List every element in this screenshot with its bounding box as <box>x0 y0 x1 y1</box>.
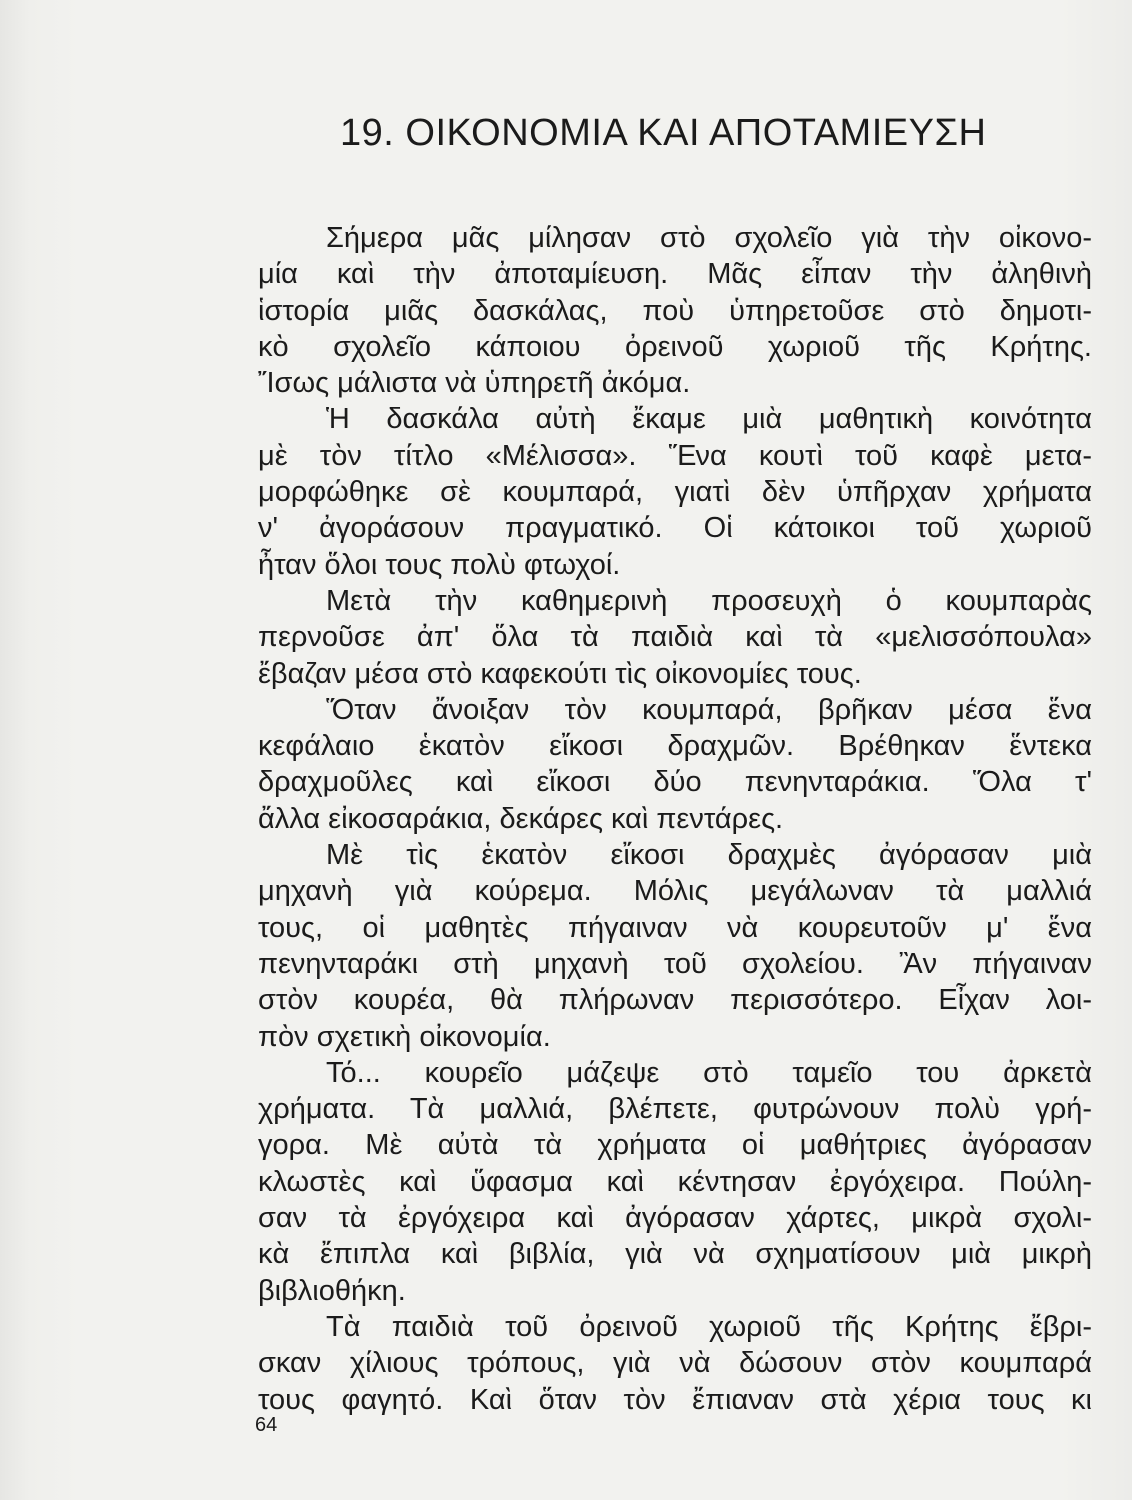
text-line: τους φαγητό. Καὶ ὅταν τὸν ἔπιαναν στὰ χέρια τους κι <box>258 1383 1092 1416</box>
text-line: κλωστὲς καὶ ὕφασμα καὶ κέντησαν ἐργόχειρα. Πούλη- <box>258 1165 1092 1198</box>
text-line: ἱστορία μιᾶς δασκάλας, ποὺ ὑπηρετοῦσε στὸ δημοτι- <box>258 294 1092 327</box>
text-line: κεφάλαιο ἑκατὸν εἴκοσι δραχμῶν. Βρέθηκαν ἕντεκα <box>258 730 1092 763</box>
text-line: χρήματα. Τὰ μαλλιά, βλέπετε, φυτρώνουν πολὺ γρή- <box>258 1093 1092 1126</box>
chapter-title: 19. ΟΙΚΟΝΟΜΙΑ ΚΑΙ ΑΠΟΤΑΜΙΕΥΣΗ <box>340 112 987 154</box>
text-line: Τό... κουρεῖο μάζεψε στὸ ταμεῖο του ἀρκετὰ <box>326 1056 1092 1089</box>
text-line: Μὲ τὶς ἑκατὸν εἴκοσι δραχμὲς ἀγόρασαν μιὰ <box>326 839 1092 872</box>
text-line: μηχανὴ γιὰ κούρεμα. Μόλις μεγάλωναν τὰ μαλλιά <box>258 875 1092 908</box>
text-line: στὸν κουρέα, θὰ πλήρωναν περισσότερο. Εἶχαν λοι- <box>258 984 1092 1017</box>
text-line: μία καὶ τὴν ἀποταμίευση. Μᾶς εἶπαν τὴν ἀληθινὴ <box>258 258 1092 291</box>
text-line: σαν τὰ ἐργόχειρα καὶ ἀγόρασαν χάρτες, μικρὰ σχολι- <box>258 1202 1092 1235</box>
text-line: ἔβαζαν μέσα στὸ καφεκούτι τὶς οἰκονομίες τους. <box>258 657 862 690</box>
text-line: σκαν χίλιους τρόπους, γιὰ νὰ δώσουν στὸν κουμπαρά <box>258 1347 1092 1380</box>
text-line: ν' ἀγοράσουν πραγματικό. Οἱ κάτοικοι τοῦ χωριοῦ <box>258 512 1092 545</box>
text-line: γορα. Μὲ αὐτὰ τὰ χρήματα οἱ μαθήτριες ἀγόρασαν <box>258 1129 1092 1162</box>
text-line: βιβλιοθήκη. <box>258 1274 406 1307</box>
text-line: Ἴσως μάλιστα νὰ ὑπηρετῆ ἀκόμα. <box>258 367 691 400</box>
text-line: Ὅταν ἄνοιξαν τὸν κουμπαρά, βρῆκαν μέσα ἕνα <box>326 693 1092 726</box>
text-line: μορφώθηκε σὲ κουμπαρά, γιατὶ δὲν ὑπῆρχαν χρήματα <box>258 476 1092 509</box>
text-line: Ἡ δασκάλα αὐτὴ ἔκαμε μιὰ μαθητικὴ κοινότητα <box>326 403 1092 436</box>
body-text <box>258 220 1092 1418</box>
text-line: κὸ σχολεῖο κάποιου ὀρεινοῦ χωριοῦ τῆς Κρήτης. <box>258 330 1092 363</box>
text-line: Σήμερα μᾶς μίλησαν στὸ σχολεῖο γιὰ τὴν οἰκονο- <box>326 222 1092 254</box>
text-line: ἄλλα εἰκοσαράκια, δεκάρες καὶ πεντάρες. <box>258 802 784 835</box>
text-line: Μετὰ τὴν καθημερινὴ προσευχὴ ὁ κουμπαρὰς <box>326 584 1092 617</box>
page-number: 64 <box>255 1414 278 1436</box>
text-line: τους, οἱ μαθητὲς πήγαιναν νὰ κουρευτοῦν μ' ἕνα <box>258 911 1092 944</box>
text-line: Τὰ παιδιὰ τοῦ ὀρεινοῦ χωριοῦ τῆς Κρήτης ἔβρι- <box>326 1310 1092 1343</box>
text-line: πὸν σχετικὴ οἰκονομία. <box>258 1020 551 1053</box>
text-line: κὰ ἔπιπλα καὶ βιβλία, γιὰ νὰ σχηματίσουν μιὰ μικρὴ <box>258 1238 1092 1271</box>
text-line: περνοῦσε ἀπ' ὅλα τὰ παιδιὰ καὶ τὰ «μελισσόπουλα» <box>258 621 1092 654</box>
text-line: δραχμοῦλες καὶ εἴκοσι δύο πενηνταράκια. Ὅλα τ' <box>258 766 1092 799</box>
text-line: πενηνταράκι στὴ μηχανὴ τοῦ σχολείου. Ἂν πήγαιναν <box>258 947 1092 980</box>
text-line: μὲ τὸν τίτλο «Μέλισσα». Ἕνα κουτὶ τοῦ καφὲ μετα- <box>258 439 1092 472</box>
text-line: ἦταν ὅλοι τους πολὺ φτωχοί. <box>258 548 621 581</box>
